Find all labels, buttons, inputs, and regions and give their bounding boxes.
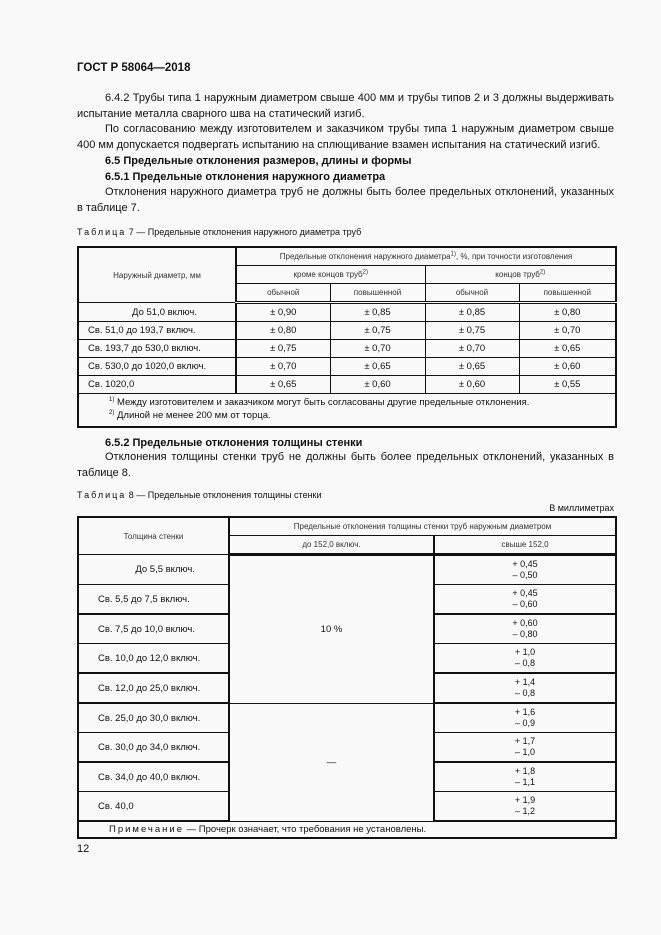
row-label: До 51,0 включ. [78,303,236,322]
cell: + 1,7 – 1,0 [434,733,616,763]
table8-group-header: Предельные отклонения толщины стенки труб наружным диаметром [229,517,616,536]
table-row [78,303,616,322]
row-label: Св. 51,0 до 193,7 включ. [78,322,236,340]
cell: ± 0,60 [330,376,425,394]
table7-col-header-diameter: Наружный диаметр, мм [78,247,236,303]
cell: ± 0,75 [425,322,519,340]
row-label: Св. 5,5 до 7,5 включ. [78,585,229,615]
table8-caption-text: 8 — Предельные отклонения толщины стенки [126,490,322,500]
paragraph-6-5-2: Отклонения толщины стенки труб не должны быть более предельных отклонений, указанных в таблице 8. [77,451,614,479]
cell: + 1,6 – 0,9 [434,703,616,733]
merged-cell-10-percent: 10 % [229,555,434,704]
table-row [78,322,616,340]
row-label: Св. 30,0 до 34,0 включ. [78,733,229,763]
cell: ± 0,70 [330,340,425,358]
cell: ± 0,70 [519,322,616,340]
cell: ± 0,55 [519,376,616,394]
row-label: Св. 1020,0 [78,376,236,394]
table8-col-header-thickness: Толщина стенки [78,517,229,555]
footnote-2: $^{2)}$ Длиной не менее 200 мм от торца. [109,409,271,421]
cell: + 1,0 – 0,8 [434,644,616,674]
document-id: ГОСТ Р 58064—2018 [77,62,191,74]
table-row [78,358,616,376]
cell: ± 0,75 [236,340,330,358]
table8-units: В миллиметрах [549,503,614,513]
cell: ± 0,65 [519,340,616,358]
cell: ± 0,90 [236,303,330,322]
paragraph-6-5-1: Отклонения наружного диаметра труб не должны быть более предельных отклонений, указанных в таблице 7. [77,186,614,214]
table8-subheader-up-to-152: до 152,0 включ. [229,536,434,555]
table-8-wall-thickness-deviations [77,516,617,839]
page-number: 12 [77,843,90,855]
cell: ± 0,85 [425,303,519,322]
cell: ± 0,65 [236,376,330,394]
table7-caption-text: 7 — Предельные отклонения наружного диаметра труб [126,227,362,237]
row-label: Св. 10,0 до 12,0 включ. [78,644,229,674]
row-label: Св. 12,0 до 25,0 включ. [78,673,229,703]
table7-acc-normal-1: обычной [236,284,330,303]
table7-subheader-ends: концов труб$^{2)}$ [425,266,616,284]
cell: ± 0,70 [425,340,519,358]
cell: ± 0,75 [330,322,425,340]
cell: ± 0,80 [236,322,330,340]
cell: + 1,8 – 1,1 [434,762,616,792]
table7-caption-label: Таблица [77,227,127,237]
cell: + 1,4 – 0,8 [434,673,616,703]
table-row [78,555,616,585]
cell: ± 0,65 [425,358,519,376]
cell: + 0,45 – 0,60 [434,585,616,615]
cell: + 0,60 – 0,80 [434,614,616,644]
row-label: Св. 40,0 [78,792,229,822]
cell: ± 0,60 [519,358,616,376]
cell: ± 0,80 [519,303,616,322]
heading-6-5-2: 6.5.2 Предельные отклонения толщины стенки [105,437,363,449]
table8-subheader-over-152: свыше 152,0 [434,536,616,555]
table-row [78,703,616,733]
table7-acc-normal-2: обычной [425,284,519,303]
table7-acc-high-2: повышенной [519,284,616,303]
heading-6-5-1: 6.5.1 Предельные отклонения наружного диаметра [105,171,386,183]
table8-caption [77,490,322,500]
table-row [78,340,616,358]
paragraph-6-4-2: 6.4.2 Трубы типа 1 наружным диаметром свыше 400 мм и трубы типов 2 и 3 должны выдерживать испытание металла сварного шва на статический изгиб. [77,92,614,120]
cell: ± 0,70 [236,358,330,376]
row-label: Св. 25,0 до 30,0 включ. [78,703,229,733]
merged-cell-dash: — [229,703,434,821]
table7-acc-high-1: повышенной [330,284,425,303]
table-7-outer-diameter-deviations [77,246,617,428]
row-label: Св. 193,7 до 530,0 включ. [78,340,236,358]
cell: + 1,9 – 1,2 [434,792,616,822]
row-label: До 5,5 включ. [78,555,229,585]
table7-subheader-body: кроме концов труб$^{2)}$ [236,266,425,284]
row-label: Св. 34,0 до 40,0 включ. [78,762,229,792]
heading-6-5: 6.5 Предельные отклонения размеров, длины и формы [105,155,412,167]
row-label: Св. 7,5 до 10,0 включ. [78,614,229,644]
table7-group-header: Предельные отклонения наружного диаметра$^{1)}$, %, при точности изготовления [236,247,616,266]
cell: ± 0,85 [330,303,425,322]
cell: ± 0,60 [425,376,519,394]
table-row [78,376,616,394]
table8-note: Примечание — Прочерк означает, что требования не установлены. [78,821,616,838]
footnote-1: $^{1)}$ Между изготовителем и заказчиком могут быть согласованы другие предельные отклонения. [109,396,530,408]
table7-footnotes [78,394,616,428]
table8-caption-label: Таблица [77,490,127,500]
paragraph-6-4-2-agreement: По согласованию между изготовителем и заказчиком трубы типа 1 наружным диаметром свыше 400 мм допускается подвергать испытанию на сплющивание взамен испытания на статический изгиб. [77,123,614,151]
cell: + 0,45 – 0,50 [434,555,616,585]
table7-caption [77,227,361,237]
row-label: Св. 530,0 до 1020,0 включ. [78,358,236,376]
cell: ± 0,65 [330,358,425,376]
